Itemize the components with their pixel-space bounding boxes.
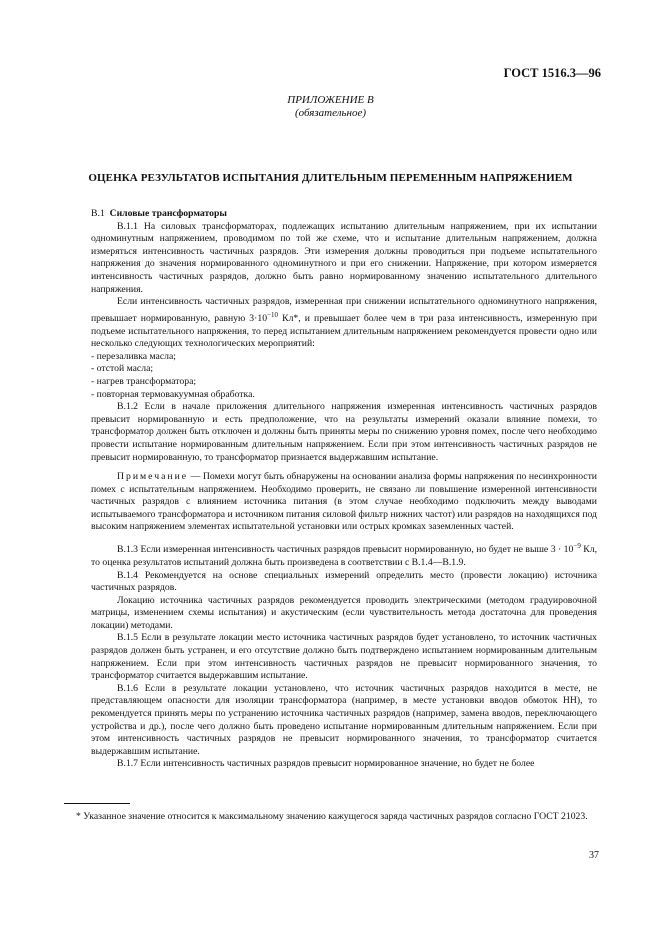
paragraph-b16: В.1.6 Если в результате локации установлено, что источник частичных разрядов находится в месте, не представляющем опасности для изоляции трансформатора (например, в месте установки вводов обмоток НН), то рекомендуется принять меры по устранению источника частичных разрядов (например, замена вводов, переключающего устройства и др.), после чего должно быть проведено испытание нормированным длительным напряжением. Если при этом интенсивность частичных разрядов не превысит нормированного значения, то трансформатор считается выдержавшим испытание. — [91, 682, 597, 757]
page-number: 37 — [589, 850, 599, 861]
document-body — [91, 208, 597, 771]
paragraph-threshold — [91, 296, 597, 351]
page-title: ОЦЕНКА РЕЗУЛЬТАТОВ ИСПЫТАНИЯ ДЛИТЕЛЬНЫМ ПЕРЕМЕННЫМ НАПРЯЖЕНИЕМ — [88, 172, 573, 184]
footnote — [64, 811, 598, 824]
paragraph-location: Локацию источника частичных разрядов рекомендуется проводить электрическими (методом градуировочной матрицы, изменением схемы испытания) и акустическим (если чувствительность метода достаточна для проведения локации) методами. — [91, 594, 597, 631]
exponent: −10 — [267, 310, 279, 319]
paragraph-threshold-part2: Кл*, и превышает более чем в три раза интенсивность, измеренную при подъеме испытательного напряжения, то перед испытанием длительным напряжением рекомендуется провести одно или несколько следующих технологических мероприятий: — [91, 312, 598, 350]
paragraph-b12: В.1.2 Если в начале приложения длительного напряжения измеренная интенсивность частичных разрядов превысит нормированную и есть предположение, что на результаты измерений оказали влияние помехи, то трансформатор должен быть отключен и должны быть приняты меры по снижению уровня помех, после чего необходимо провести испытание нормированным длительным напряжением. Если при этом интенсивность частичных разрядов не превысит нормированную, то трансформатор признается выдержавшим испытание. — [91, 401, 597, 463]
note-label: Примечание — [117, 471, 189, 483]
note-text: — Помехи могут быть обнаружены на основании анализа формы напряжения по несинхронности помех с испытательным напряжением. Необходимо проверить, не связано ли повышение измеренной интенсивности частичных разрядов с влиянием источника питания (в этом случае необходимо подключить между выводами испытываемого трансформатора и источником питания силовой фильтр нижних частот) или разрядов на находящихся под высоким напряжением элементах испытательной установки или острых кромках заземленных частей. — [91, 471, 597, 533]
document-code: ГОСТ 1516.3—96 — [503, 66, 601, 80]
paragraph-b13 — [91, 540, 597, 569]
section-number: В.1 — [91, 208, 105, 219]
note — [91, 471, 597, 534]
paragraph-b17: В.1.7 Если интенсивность частичных разрядов превысит нормированное значение, но будет не более — [117, 758, 535, 770]
list-item: - отстой масла; — [91, 363, 154, 375]
list-item: - перезаливка масла; — [91, 350, 176, 362]
section-heading — [91, 208, 597, 221]
paragraph-b11: В.1.1 На силовых трансформаторах, подлежащих испытанию длительным напряжением, при их испытании одноминутным напряжением, проводимом по той же схеме, что и испытание длительным напряжением, должна измеряться интенсивность частичных разрядов. Эти измерения должны проводиться при подъеме испытательного напряжения до значения нормированного одноминутного и при его снижении. Напряжение, при котором измеряется интенсивность частичных разрядов, должно быть равно нормированному значению испытательного длительного напряжения. — [91, 220, 597, 295]
list-item: - нагрев трансформатора; — [91, 375, 197, 387]
paragraph-threshold-part1: Если интенсивность частичных разрядов, измеренная при снижении испытательного одноминутного напряжения, превышает нормированную, равную 3·10 — [91, 296, 597, 324]
appendix-title: ПРИЛОЖЕНИЕ В — [287, 94, 374, 106]
list-item: - повторная термовакуумная обработка. — [91, 388, 255, 400]
paragraph-b13-part1: В.1.3 Если измеренная интенсивность частичных разрядов превысит нормированную, но будет не выше 3 · 10 — [117, 544, 574, 556]
exponent: −9 — [573, 542, 581, 551]
paragraph-b15: В.1.5 Если в результате локации место источника частичных разрядов будет установлено, то источник частичных разрядов должен быть устранен, и его отсутствие должно быть подтверждено испытанием нормированным длительным напряжением. Если при этом интенсивность частичных разрядов не превысит нормированного значения, то трансформатор считается выдержавшим испытание. — [91, 632, 597, 682]
footnote-divider — [64, 803, 130, 804]
appendix-subtitle: (обязательное) — [294, 107, 367, 119]
section-title: Силовые трансформаторы — [109, 208, 227, 219]
paragraph-b13-part2: Кл, то оценка результатов испытаний должна быть произведена в соответствии с В.1.4—В.1.9. — [91, 544, 598, 568]
appendix-heading — [0, 94, 661, 120]
footnote-text: * Указанное значение относится к максимальному значению кажущегося заряда частичных разрядов согласно ГОСТ 21023. — [76, 811, 588, 822]
paragraph-b14: В.1.4 Рекомендуется на основе специальных измерений определить место (провести локацию) источника частичных разрядов. — [91, 569, 597, 594]
